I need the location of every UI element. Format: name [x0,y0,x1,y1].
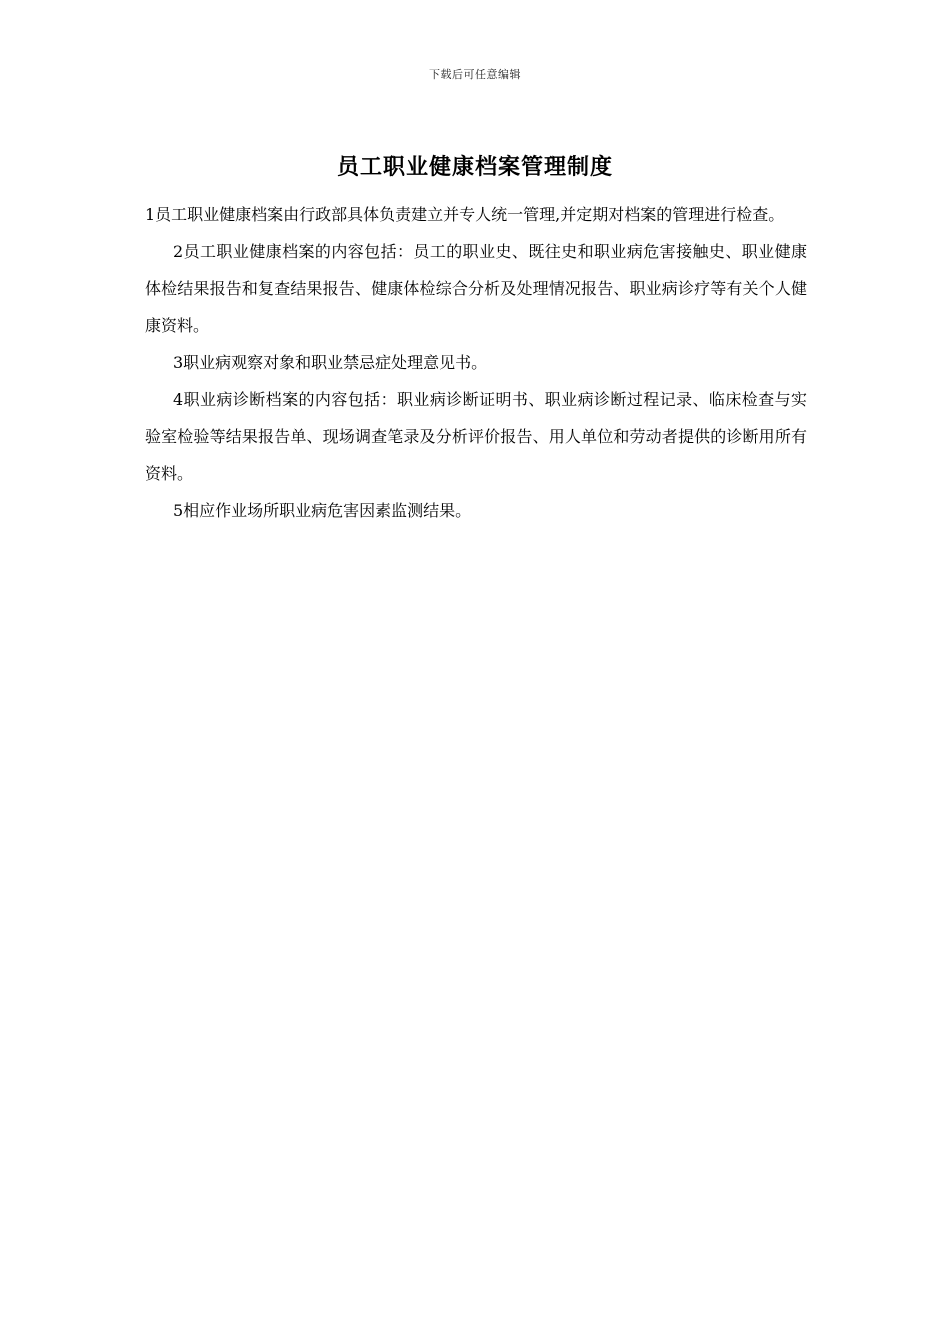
paragraph-1: 1员工职业健康档案由行政部具体负责建立并专人统一管理,并定期对档案的管理进行检查。 [145,205,785,224]
page-header-note: 下载后可任意编辑 [429,68,521,81]
paragraph-2: 2员工职业健康档案的内容包括：员工的职业史、既往史和职业病危害接触史、职业健康体检结果报告和复查结果报告、健康体检综合分析及处理情况报告、职业病诊疗等有关个人健康资料。 [145,242,807,335]
paragraph-5: 5相应作业场所职业病危害因素监测结果。 [173,501,472,520]
paragraph-4: 4职业病诊断档案的内容包括：职业病诊断证明书、职业病诊断过程记录、临床检查与实验室检验等结果报告单、现场调查笔录及分析评价报告、用人单位和劳动者提供的诊断用所有资料。 [145,390,807,483]
document-title: 员工职业健康档案管理制度 [336,155,613,180]
document-body [145,196,807,529]
paragraph-3: 3职业病观察对象和职业禁忌症处理意见书。 [173,353,488,372]
